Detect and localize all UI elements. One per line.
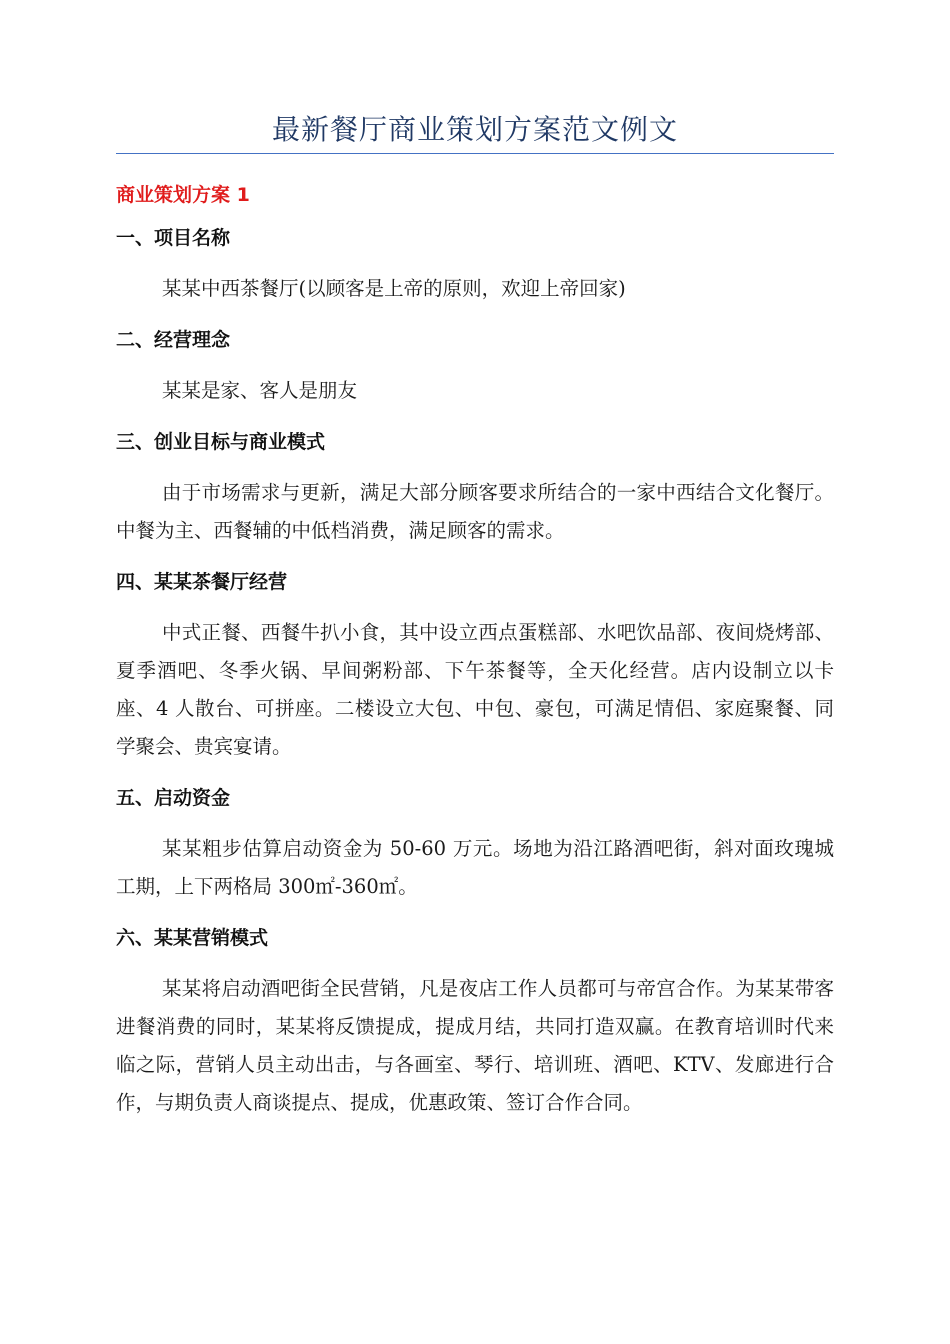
- section-4: [116, 566, 834, 766]
- section-paragraph: 某某中西茶餐厅(以顾客是上帝的原则，欢迎上帝回家): [162, 277, 626, 300]
- title-divider: [116, 153, 834, 154]
- section-heading: 三、创业目标与商业模式: [116, 431, 326, 453]
- section-heading: 四、某某茶餐厅经营: [116, 571, 288, 593]
- section-paragraph: 中式正餐、西餐牛扒小食，其中设立西点蛋糕部、水吧饮品部、夜间烧烤部、夏季酒吧、冬季火锅、早间粥粉部、下午茶餐等，全天化经营。店内设制立以卡座、4 人散台、可拼座。二楼设立大包、中包、豪包，可满足情侣、家庭聚餐、同学聚会、贵宾宴请。: [116, 621, 834, 758]
- section-heading: 一、项目名称: [116, 227, 231, 249]
- section-label: 商业策划方案 1: [116, 184, 250, 206]
- section-paragraph: 某某粗步估算启动资金为 50-60 万元。场地为沿江路酒吧街，斜对面玫瑰城工期，上下两格局 300㎡-360㎡。: [116, 837, 834, 898]
- section-paragraph: 某某将启动酒吧街全民营销，凡是夜店工作人员都可与帝宫合作。为某某带客进餐消费的同时，某某将反馈提成，提成月结，共同打造双赢。在教育培训时代来临之际，营销人员主动出击，与各画室、琴行、培训班、酒吧、KTV、发廊进行合作，与期负责人商谈提点、提成，优惠政策、签订合作合同。: [116, 977, 834, 1114]
- section-1: [116, 222, 834, 308]
- section-3: [116, 426, 834, 550]
- section-paragraph: 由于市场需求与更新，满足大部分顾客要求所结合的一家中西结合文化餐厅。中餐为主、西餐辅的中低档消费，满足顾客的需求。: [116, 481, 834, 542]
- section-6: [116, 922, 834, 1122]
- section-2: [116, 324, 834, 410]
- section-heading: 二、经营理念: [116, 329, 231, 351]
- document-body: [116, 178, 834, 1138]
- section-paragraph: 某某是家、客人是朋友: [162, 379, 358, 402]
- section-heading: 五、启动资金: [116, 787, 231, 809]
- section-heading: 六、某某营销模式: [116, 927, 269, 949]
- section-5: [116, 782, 834, 906]
- document-title: 最新餐厅商业策划方案范文例文: [271, 113, 678, 146]
